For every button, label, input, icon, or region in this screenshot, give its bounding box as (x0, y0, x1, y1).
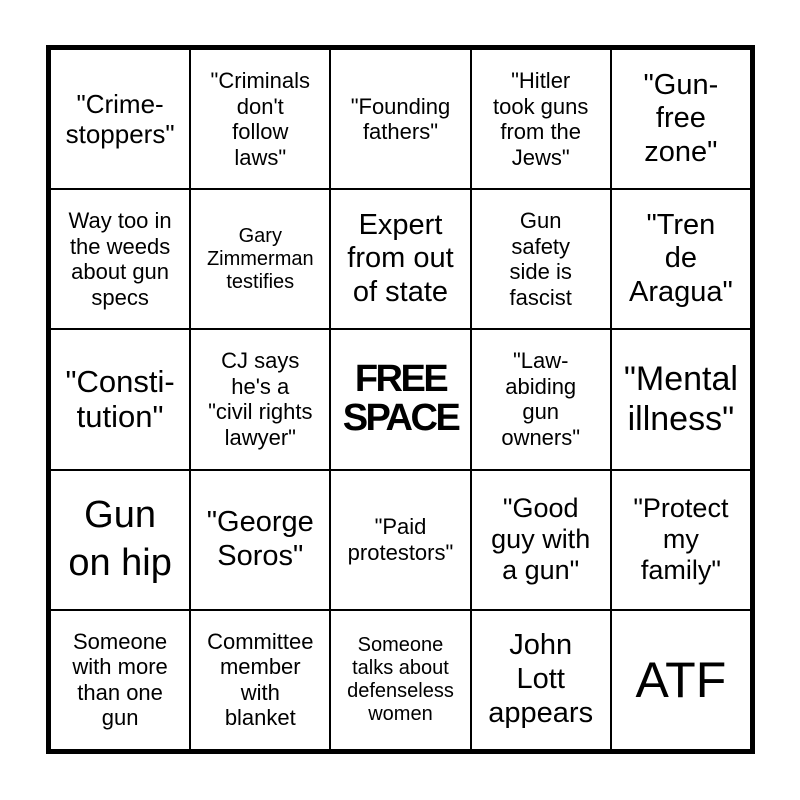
bingo-card (46, 45, 755, 754)
cell-text: "Hitler took guns from the Jews" (492, 68, 589, 170)
bingo-cell[interactable] (50, 470, 190, 610)
cell-text: Gary Zimmerman testifies (206, 224, 314, 293)
free-space-cell[interactable] (330, 329, 470, 469)
free-space-label: FREE SPACE (342, 357, 459, 440)
cell-text: "Paid protestors" (347, 514, 454, 565)
bingo-cell[interactable] (190, 610, 330, 750)
bingo-cell[interactable] (50, 189, 190, 329)
bingo-cell[interactable] (611, 189, 751, 329)
cell-text: "Criminals don't follow laws" (210, 68, 311, 170)
cell-text: "Mental illness" (623, 359, 738, 439)
bingo-cell[interactable] (611, 329, 751, 469)
bingo-cell[interactable] (471, 470, 611, 610)
cell-text: "Founding fathers" (350, 93, 451, 145)
cell-text: Committee member with blanket (207, 628, 314, 731)
bingo-cell[interactable] (190, 329, 330, 469)
bingo-cell[interactable] (50, 49, 190, 189)
bingo-cell[interactable] (611, 610, 751, 750)
cell-text: Someone talks about defenseless women (347, 633, 454, 726)
bingo-cell[interactable] (330, 189, 470, 329)
cell-text: Someone with more than one gun (72, 628, 168, 731)
cell-text: "Law- abiding gun owners" (501, 348, 581, 450)
cell-text: ATF (635, 651, 727, 708)
bingo-cell[interactable] (471, 189, 611, 329)
bingo-cell[interactable] (330, 610, 470, 750)
cell-text: "Tren de Aragua" (628, 208, 733, 309)
cell-text: "Consti- tution" (65, 363, 175, 435)
cell-text: John Lott appears (488, 629, 594, 729)
cell-text: "Gun- free zone" (643, 68, 719, 168)
bingo-cell[interactable] (190, 470, 330, 610)
bingo-cell[interactable] (471, 610, 611, 750)
cell-text: "Crime- stoppers" (65, 88, 175, 150)
bingo-cell[interactable] (190, 49, 330, 189)
cell-text: Expert from out of state (347, 208, 454, 309)
bingo-cell[interactable] (190, 189, 330, 329)
bingo-cell[interactable] (50, 610, 190, 750)
bingo-cell[interactable] (611, 49, 751, 189)
cell-text: CJ says he's a "civil rights lawyer" (208, 348, 313, 450)
bingo-cell[interactable] (330, 49, 470, 189)
bingo-cell[interactable] (611, 470, 751, 610)
cell-text: "George Soros" (206, 506, 314, 572)
cell-text: Way too in the weeds about gun specs (68, 208, 172, 310)
cell-text: "Protect my family" (633, 492, 729, 586)
bingo-cell[interactable] (471, 49, 611, 189)
cell-text: Gun on hip (68, 494, 172, 584)
cell-text: Gun safety side is fascist (509, 208, 572, 310)
bingo-cell[interactable] (50, 329, 190, 469)
bingo-cell[interactable] (471, 329, 611, 469)
bingo-cell[interactable] (330, 470, 470, 610)
cell-text: "Good guy with a gun" (491, 492, 591, 586)
